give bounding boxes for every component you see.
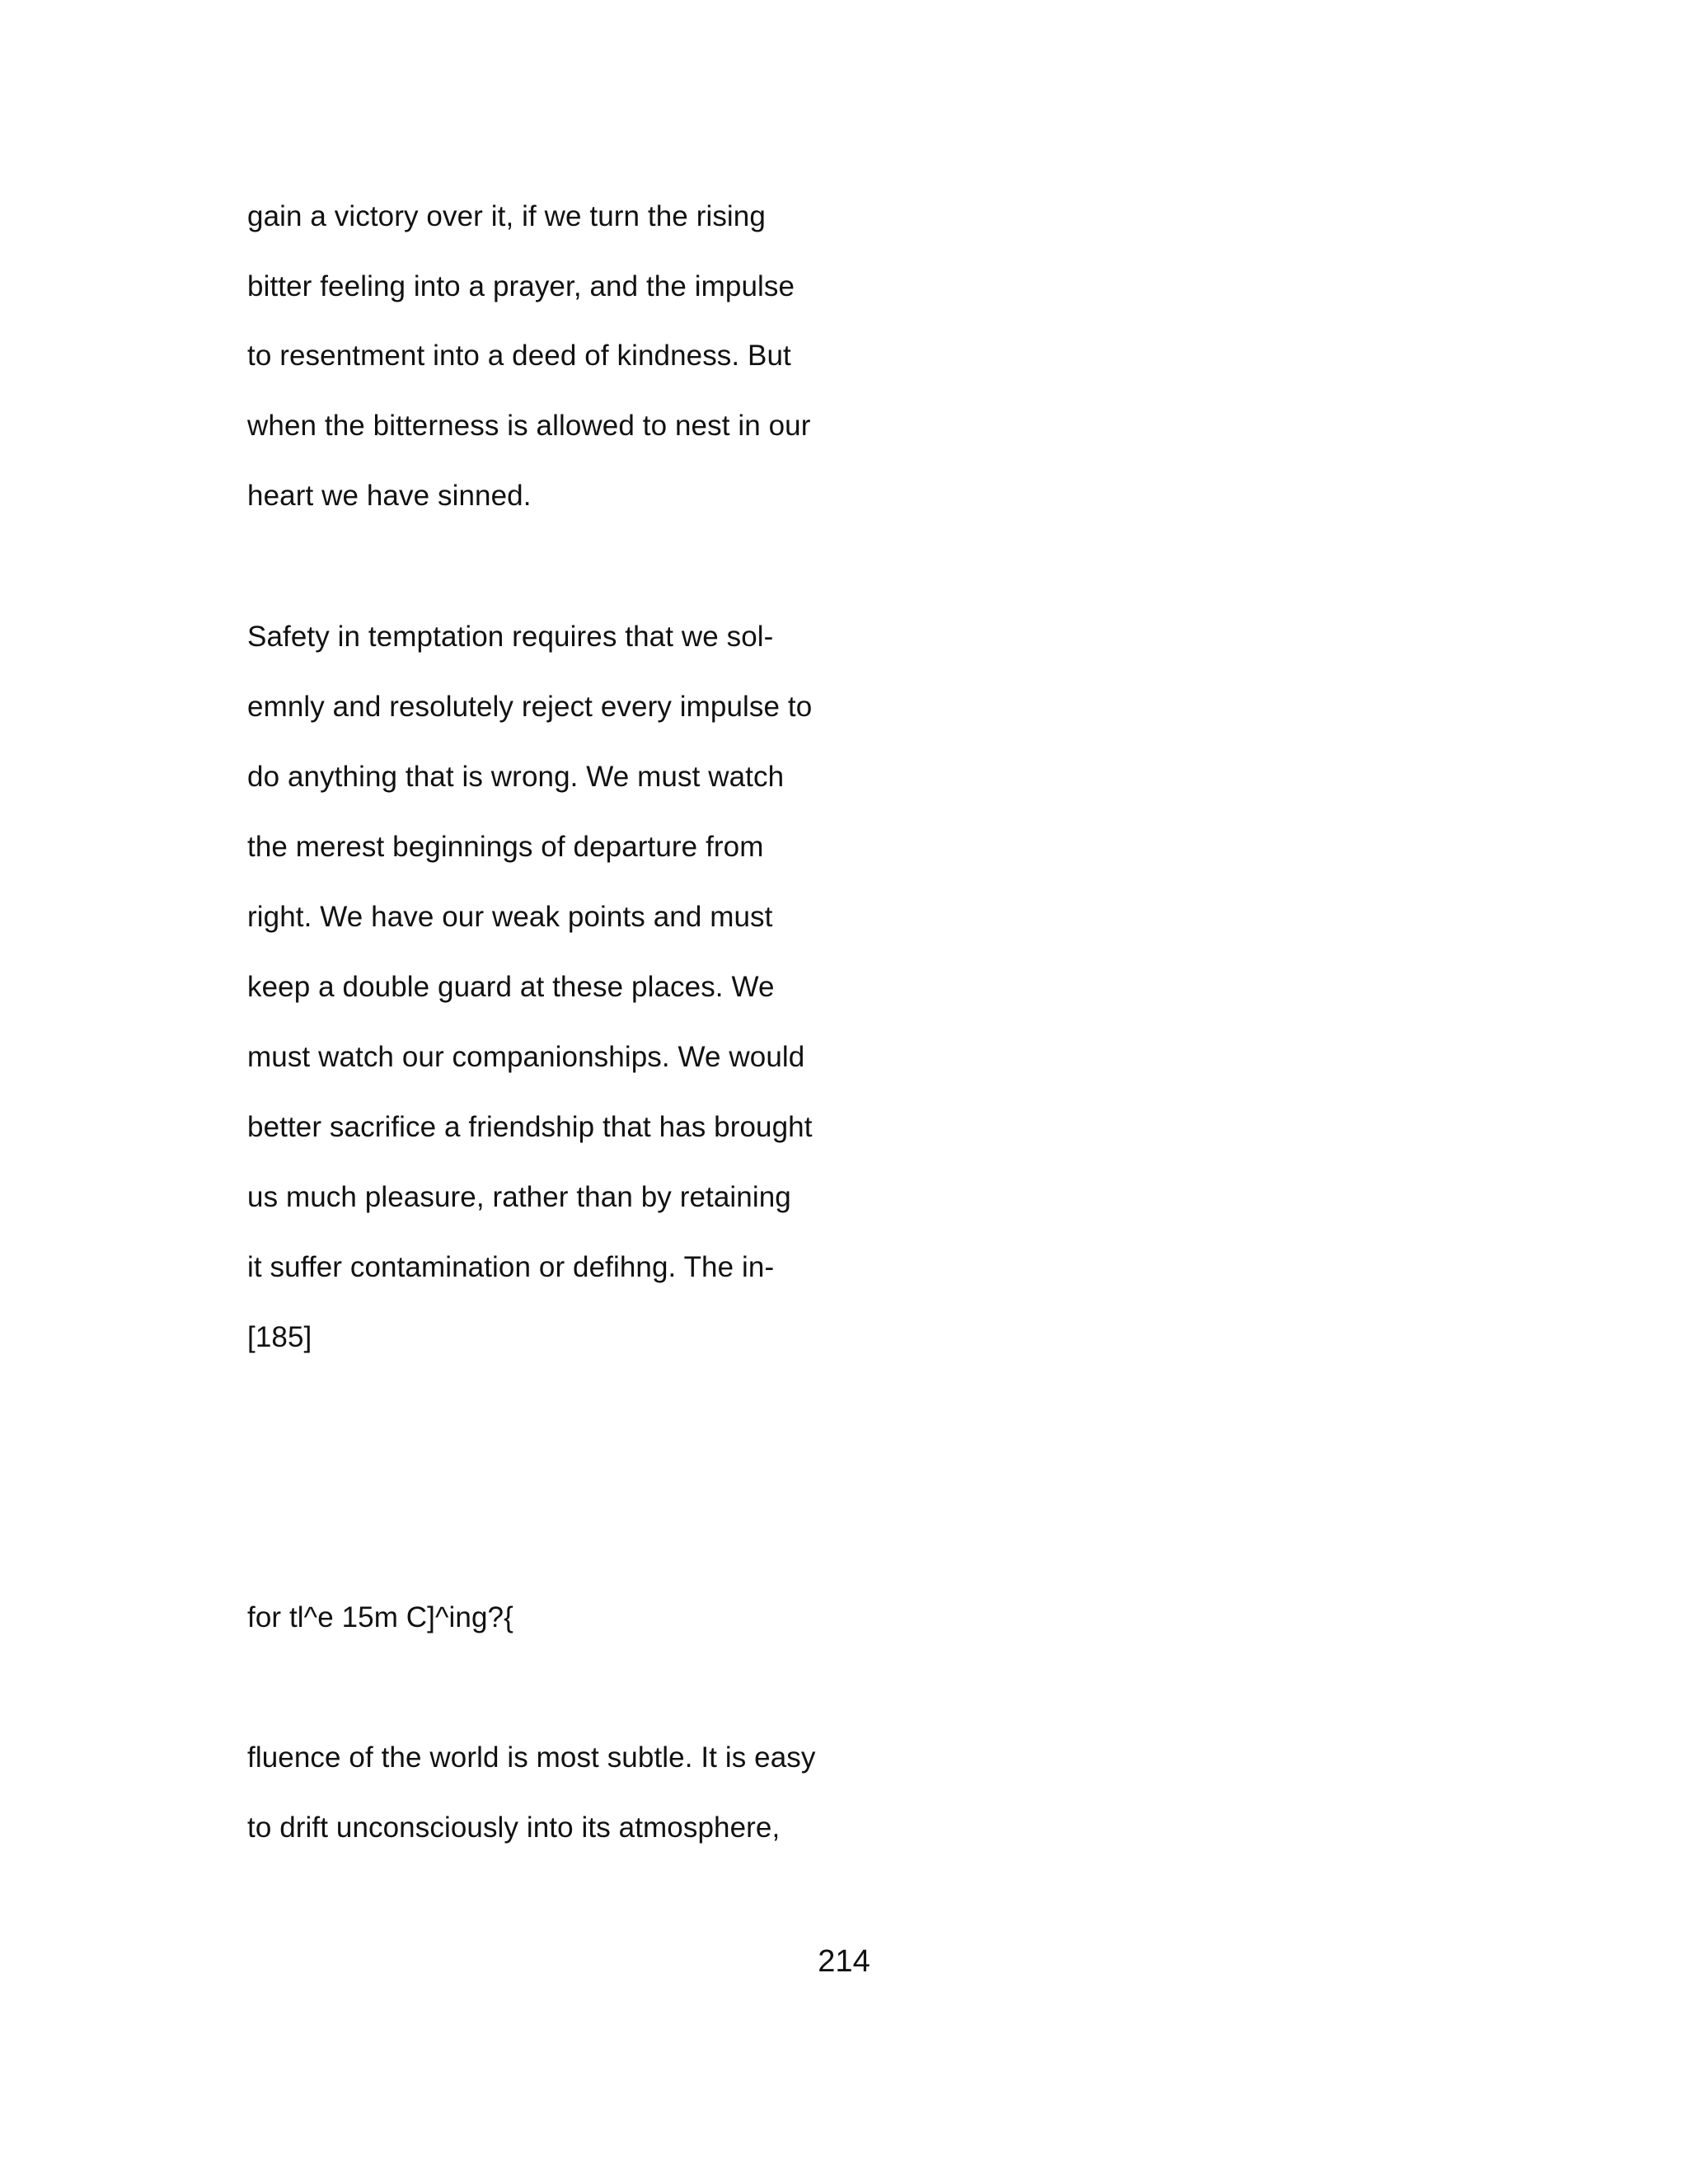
text-line: Safety in temptation requires that we sol- <box>247 621 774 653</box>
text-line: heart we have sinned. <box>247 480 532 512</box>
running-head: for tl^e 15m C]^ing?{ <box>247 1601 513 1633</box>
text-line: fluence of the world is most subtle. It is easy <box>247 1741 816 1774</box>
page-number: 214 <box>818 1944 870 1979</box>
text-line: emnly and resolutely reject every impulse to <box>247 691 813 723</box>
text-line: gain a victory over it, if we turn the rising <box>247 200 766 232</box>
text-line: better sacrifice a friendship that has brought <box>247 1111 813 1143</box>
text-line: when the bitterness is allowed to nest in our <box>247 410 811 442</box>
text-line: keep a double guard at these places. We <box>247 971 775 1003</box>
text-line: the merest beginnings of departure from <box>247 831 764 863</box>
text-line: bitter feeling into a prayer, and the impulse <box>247 270 795 302</box>
text-line: must watch our companionships. We would <box>247 1041 805 1073</box>
text-line: to drift unconsciously into its atmosphere, <box>247 1811 781 1844</box>
original-page-marker: [185] <box>247 1321 312 1353</box>
text-line: it suffer contamination or defihng. The in- <box>247 1251 775 1283</box>
text-line: right. We have our weak points and must <box>247 901 773 933</box>
text-line: do anything that is wrong. We must watch <box>247 761 785 793</box>
text-line: us much pleasure, rather than by retaining <box>247 1181 791 1213</box>
text-line: to resentment into a deed of kindness. But <box>247 340 791 372</box>
